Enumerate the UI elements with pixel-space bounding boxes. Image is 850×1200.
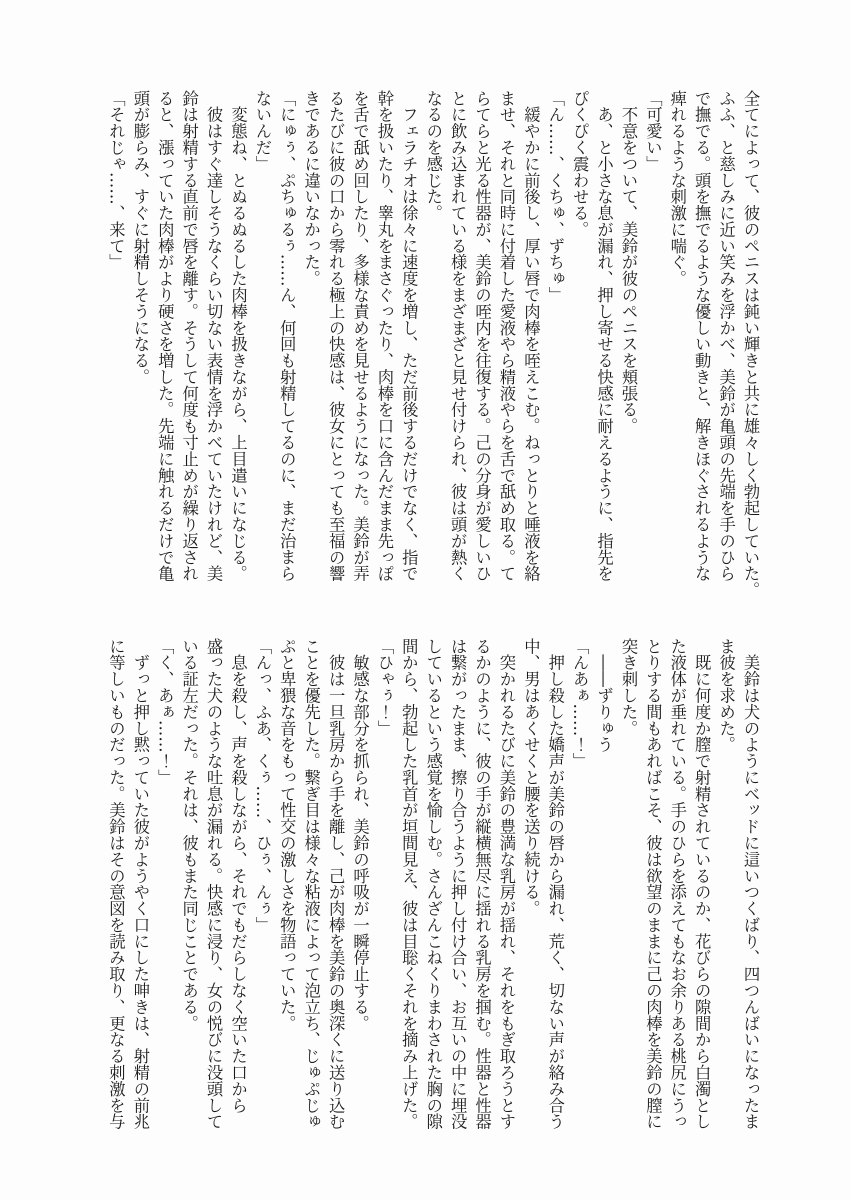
text-line: に等しいものだった。美鈴はその意図を読み取り、更なる刺激を与 (106, 638, 126, 1130)
text-line: しているという感覚を愉しむ。さんざんこねくりまわされた胸の隙 (423, 638, 443, 1130)
text-line: 鈴は射精する直前で唇を離す。そうして何度も寸止めが繰り返され (179, 90, 199, 582)
text-line: ま彼を求めた。 (716, 638, 736, 753)
text-line: 「可愛い」 (643, 90, 663, 172)
text-line: ませ、それと同時に付着した愛液やら精液やらを舌で舐め取る。て (496, 90, 516, 582)
text-line: 間から、勃起した乳首が垣間見え、彼は目聡くそれを摘み上げた。 (399, 638, 419, 1130)
text-line: 彼は一旦乳房から手を離し、己が肉棒を美鈴の奥深くに送り込む (326, 638, 346, 1130)
text-line: ぴくぴく震わせる。 (570, 90, 590, 238)
text-line: た液体が垂れている。手のひらを添えてもなお余りある桃尻にうっ (667, 638, 687, 1130)
text-line: ると、漲っていた肉棒がより硬さを増した。先端に触れるだけで亀 (155, 90, 175, 582)
text-line: 頭が膨らみ、すぐに射精しそうになる。 (130, 90, 150, 386)
text-block-bottom (103, 638, 762, 1147)
text-line: 押し殺した嬌声が美鈴の唇から漏れ、荒く、切ない声が絡み合う (545, 638, 565, 1130)
text-line: なるのを感じた。 (423, 90, 443, 222)
text-line: ことを優先した。繋ぎ目は様々な粘液によって泡立ち、じゅぷじゅ (301, 638, 321, 1130)
text-line: るかのように、彼の手が縦横無尽に揺れる乳房を掴む。性器と性器 (472, 638, 492, 1130)
text-line: 「それじゃ……、来て」 (106, 90, 126, 271)
text-line: とに飲み込まれている様をまざまざと見せ付けられ、彼は頭が熱く (448, 90, 468, 582)
text-block-top (103, 90, 762, 599)
text-line: 不意をついて、美鈴が彼のペニスを頬張る。 (618, 90, 638, 435)
text-line: 突かれるたびに美鈴の豊満な乳房が揺れ、それをもぎ取ろうとす (496, 638, 516, 1130)
text-line: 緩やかに前後し、厚い唇で肉棒を咥えこむ。ねっとりと唾液を絡 (521, 90, 541, 582)
text-line: 全てによって、彼のペニスは鈍い輝きと共に雄々しく勃起していた。 (741, 90, 760, 599)
text-line: あ、と小さな息が漏れ、押し寄せる快感に耐えるように、指先を (594, 90, 614, 582)
text-line: 「ん……、くちゅ、ずちゅ」 (545, 90, 565, 304)
text-line: 既に何度か膣で射精されているのか、花びらの隙間から白濁とし (692, 638, 712, 1130)
text-line: らてらと光る性器が、美鈴の咥内を往復する。己の分身が愛しいひ (472, 90, 492, 582)
text-line: 彼はすぐ達しそうなくらい切ない表情を浮かべていたけれど、美 (204, 90, 224, 582)
text-line: いる証左だった。それは、彼もまた同じことである。 (179, 638, 199, 1032)
text-line: きであるに違いなかった。 (301, 90, 321, 287)
text-line: ないんだ」 (252, 90, 272, 172)
text-line: とりする間もあればこそ、彼は欲望のままに己の肉棒を美鈴の膣に (643, 638, 663, 1130)
text-line: ずっと押し黙っていた彼がようやく口にした呻きは、射精の前兆 (130, 638, 150, 1130)
text-line: るたびに彼の口から零れる極上の快感は、彼女にとっても至福の響 (326, 90, 346, 582)
text-line: ――ずりゅう (594, 638, 614, 753)
text-line: 中、男はあくせくと腰を送り続ける。 (521, 638, 541, 917)
text-line: 突き刺した。 (618, 638, 638, 737)
text-line: 息を殺し、声を殺しながら、それでもだらしなく空いた口から (228, 638, 248, 1114)
text-line: 盛った犬のような吐息が漏れる。快感に浸り、女の悦びに没頭して (204, 638, 224, 1130)
text-line: ぷと卑猥な音をもって性交の激しさを物語っていた。 (277, 638, 297, 1032)
text-line: 「く、あぁ……！」 (155, 638, 175, 786)
text-line: を舌で舐め回したり、多様な責めを見せるようになった。美鈴が弄 (350, 90, 370, 582)
text-line: で撫でる。頭を撫でるような優しい動きと、解きほぐされるような (692, 90, 712, 582)
text-line: 「ひゃぅ！」 (374, 638, 394, 737)
text-line: フェラチオは徐々に速度を増し、ただ前後するだけでなく、指で (399, 90, 419, 582)
text-line: 美鈴は犬のようにベッドに這いつくばり、四つんばいになったま (741, 638, 760, 1130)
text-line: 幹を扱いたり、睾丸をまさぐったり、肉棒を口に含んだまま先っぽ (374, 90, 394, 582)
text-line: 「にゅぅ、ぷちゅるぅ……ん、何回も射精してるのに、まだ治まら (277, 90, 297, 582)
text-line: は繋がったまま、擦り合うように押し付け合い、お互いの中に埋没 (448, 638, 468, 1130)
text-line: 敏感な部分を抓られ、美鈴の呼吸が一瞬停止する。 (350, 638, 370, 1032)
text-line: 痺れるような刺激に喘ぐ。 (667, 90, 687, 287)
text-line: ふふ、と慈しみに近い笑みを浮かべ、美鈴が亀頭の先端を手のひら (716, 90, 736, 582)
text-line: 「んあぁ……！」 (570, 638, 590, 770)
text-line: 変態ね、とぬるぬるした肉棒を扱きながら、上目遣いになじる。 (228, 90, 248, 582)
text-line: 「んっ、ふあ、くぅ……、ひぅ、んぅ」 (252, 638, 272, 934)
